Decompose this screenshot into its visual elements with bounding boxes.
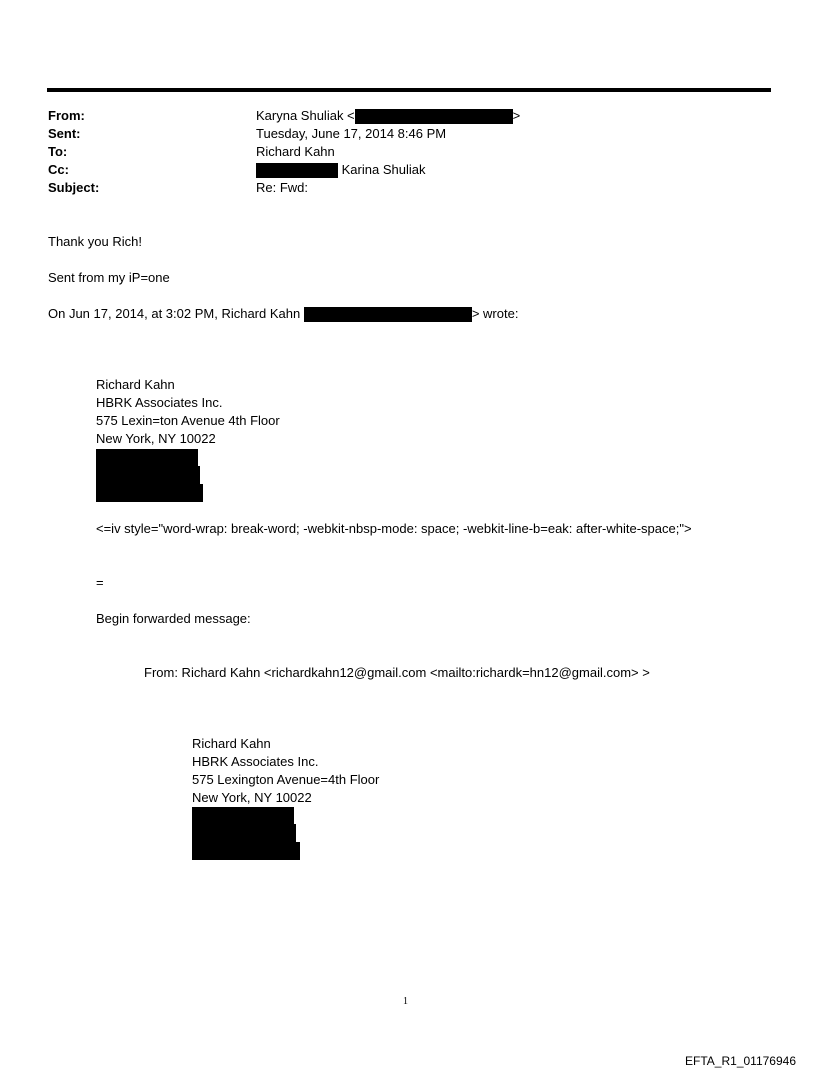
sig2-company: HBRK Associates Inc. <box>192 754 319 769</box>
sig2-address: 575 Lexington Avenue=4th Floor <box>192 772 380 787</box>
html-fragment-line: <=iv style="word-wrap: break-word; -webkit-nbsp-mode: space; -webkit-line-b=eak: after-white-space;"> <box>96 521 692 536</box>
cc-name: Karina Shuliak <box>341 162 426 177</box>
redaction-box <box>355 109 513 124</box>
sig1-name: Richard Kahn <box>96 377 175 392</box>
on-date-line <box>48 305 518 323</box>
from-close: > <box>512 108 521 123</box>
cc-label: Cc: <box>48 162 69 177</box>
from-label: From: <box>48 108 85 123</box>
sent-value: Tuesday, June 17, 2014 8:46 PM <box>256 126 447 141</box>
redaction-box <box>256 163 338 178</box>
to-value: Richard Kahn <box>256 144 335 159</box>
cc-value <box>256 161 425 179</box>
on-date-prefix: On Jun 17, 2014, at 3:02 PM, Richard Kahn <box>48 306 301 321</box>
forwarded-from-line: From: Richard Kahn <richardkahn12@gmail.com <mailto:richardk=hn12@gmail.com> > <box>144 665 650 680</box>
redaction-box <box>96 466 200 484</box>
redaction-box <box>192 807 294 824</box>
redaction-box <box>304 307 472 322</box>
sig2-name: Richard Kahn <box>192 736 271 751</box>
subject-label: Subject: <box>48 180 100 195</box>
on-date-suffix: > wrote: <box>471 306 519 321</box>
page-number: 1 <box>403 996 408 1007</box>
sig1-address: 575 Lexin=ton Avenue 4th Floor <box>96 413 280 428</box>
redaction-box <box>96 484 203 502</box>
sig2-city: New York, NY 10022 <box>192 790 312 805</box>
sig1-city: New York, NY 10022 <box>96 431 216 446</box>
redaction-box <box>96 449 198 466</box>
equals-line: = <box>96 575 104 590</box>
from-value <box>256 107 520 125</box>
sent-label: Sent: <box>48 126 81 141</box>
header-rule <box>47 88 771 92</box>
redaction-box <box>192 842 300 860</box>
document-id: EFTA_R1_01176946 <box>685 1054 796 1068</box>
sent-from-line: Sent from my iP=one <box>48 270 170 285</box>
from-name: Karyna Shuliak < <box>256 108 355 123</box>
subject-value: Re: Fwd: <box>256 180 309 195</box>
thanks-line: Thank you Rich! <box>48 234 142 249</box>
to-label: To: <box>48 144 68 159</box>
begin-forwarded-line: Begin forwarded message: <box>96 611 251 626</box>
sig1-company: HBRK Associates Inc. <box>96 395 223 410</box>
redaction-box <box>192 824 296 842</box>
